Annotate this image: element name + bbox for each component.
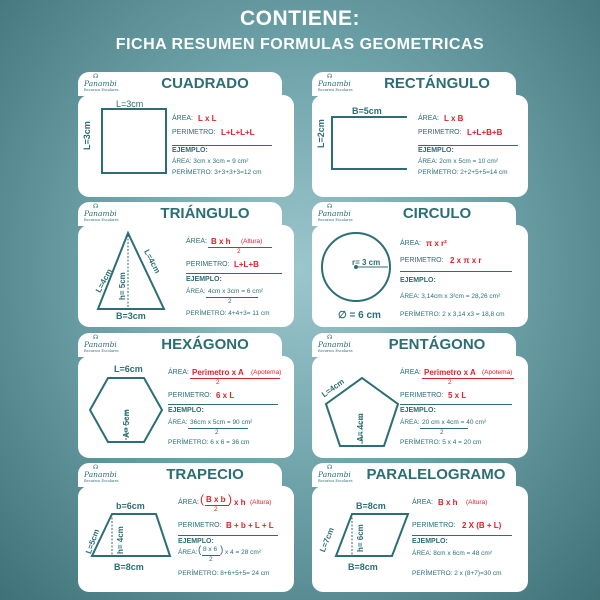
area-note: (Altura): [250, 499, 272, 506]
panambi-logo-icon: ☊ Panambi Recursos Escolares: [84, 464, 119, 483]
ejemplo-area-label: ÁREA:: [168, 419, 188, 426]
panambi-logo-icon: ☊ Panambi Recursos Escolares: [318, 203, 353, 222]
parallelogram-height-label: h= 6cm: [356, 524, 365, 552]
ejemplo-label: EJEMPLO:: [178, 538, 214, 545]
square-left-label: L=3cm: [82, 121, 92, 150]
area-denominator: 2: [216, 379, 220, 386]
panambi-logo-icon: ☊ Panambi Recursos Escolares: [84, 203, 119, 222]
circle-diameter-label: ∅ = 6 cm: [338, 310, 381, 321]
trapezoid-left-label: L=5cm: [84, 527, 102, 556]
triangle-figure: [78, 225, 178, 325]
ejemplo-perimetro: PERÍMETRO: 4+4+3= 11 cm: [186, 310, 270, 317]
ejemplo-label: EJEMPLO:: [400, 407, 436, 414]
title-cuadrado: CUADRADO: [161, 75, 249, 92]
ejemplo-perimetro: PERÍMETRO: 6 x 6 = 36 cm: [168, 439, 250, 446]
ejemplo-area-label: ÁREA:: [178, 549, 198, 556]
triangle-height-label: h= 5cm: [118, 272, 127, 300]
perimetro-formula: L+L+B: [234, 260, 259, 269]
area-denominator: 2: [237, 248, 241, 255]
triangle-left-label: L=4cm: [94, 267, 114, 295]
area-denominator: 2: [448, 379, 452, 386]
area-paren-open: (: [200, 492, 204, 506]
ejemplo-area-denominator: 2: [215, 429, 219, 436]
perimetro-formula: 6 x L: [216, 391, 235, 400]
title-rectangulo: RECTÁNGULO: [384, 75, 490, 92]
ejemplo-area-numerator: 36cm x 5cm = 90 cm²: [190, 419, 253, 426]
area-formula: L x L: [198, 114, 217, 123]
trapezoid-top-label: b=6cm: [116, 501, 145, 511]
ejemplo-label: EJEMPLO:: [168, 407, 204, 414]
header-line-1: CONTIENE:: [240, 7, 360, 30]
perimetro-label: PERIMETRO:: [172, 129, 216, 136]
perimetro-label: PERIMETRO:: [412, 522, 456, 529]
triangle-base-label: B=3cm: [116, 311, 146, 321]
area-label: ÁREA:: [418, 115, 440, 122]
perimetro-label: PERIMETRO:: [400, 392, 444, 399]
pentagon-side-label: L=4cm: [320, 376, 346, 400]
ejemplo-area: ÁREA: 3cm x 3cm = 9 cm²: [172, 158, 249, 165]
triangle-right-label: L=4cm: [142, 248, 163, 275]
poster-header: [0, 6, 600, 56]
perimetro-label: PERIMETRO:: [418, 129, 462, 136]
ejemplo-area-denominator: 2: [228, 298, 232, 305]
area-numerator: B x h: [211, 237, 231, 246]
rect-top-label: B=5cm: [352, 106, 382, 116]
area-mid: x h: [234, 498, 246, 507]
square-figure: [78, 95, 173, 195]
ejemplo-label: EJEMPLO:: [400, 277, 436, 284]
ejemplo-area-denominator: 2: [440, 429, 444, 436]
perimetro-formula: L+L+L+L: [221, 128, 255, 137]
parallelogram-top-label: B=8cm: [356, 501, 386, 511]
trapezoid-height-label: h= 4cm: [116, 526, 125, 554]
title-triangulo: TRIÁNGULO: [160, 205, 250, 222]
ejemplo-label: EJEMPLO:: [418, 147, 454, 154]
ejemplo-label: EJEMPLO:: [412, 538, 448, 545]
ejemplo-perimetro: PERÍMETRO: 2+2+5+5=14 cm: [418, 169, 508, 176]
area-numerator: B x b: [206, 495, 226, 504]
perimetro-formula: 2 x π x r: [450, 256, 482, 265]
ejemplo-perimetro: PERÍMETRO: 8+6+5+5= 24 cm: [178, 570, 270, 577]
perimetro-label: PERIMETRO:: [178, 522, 222, 529]
pentagon-apotema-label: A= 4cm: [356, 413, 365, 442]
title-trapecio: TRAPECIO: [166, 466, 244, 483]
area-label: ÁREA:: [400, 240, 422, 247]
area-formula: L x B: [444, 114, 464, 123]
area-note: (Apotema): [251, 369, 282, 376]
area-note: (Altura): [466, 499, 488, 506]
perimetro-formula: L+L+B+B: [467, 128, 503, 137]
area-label: ÁREA:: [168, 369, 190, 376]
area-label: ÁREA:: [172, 115, 194, 122]
area-paren-close: ): [228, 492, 232, 506]
title-paralelogramo: PARALELOGRAMO: [366, 466, 506, 483]
panambi-logo-icon: ☊ Panambi Recursos Escolares: [318, 464, 353, 483]
title-circulo: CIRCULO: [402, 205, 472, 222]
trapezoid-base-label: B=8cm: [114, 562, 144, 572]
hexagon-apotema-label: A= 5cm: [122, 409, 131, 438]
area-formula: π x r²: [426, 239, 447, 248]
ejemplo-area: ÁREA: 2cm x 5cm = 10 cm²: [418, 158, 499, 165]
area-note: (Apotema): [482, 369, 513, 376]
ejemplo-perimetro: PERÍMETRO: 2 x (8+7)=30 cm: [412, 570, 502, 577]
title-hexagono: HEXÁGONO: [161, 336, 249, 353]
area-numerator: Perimetro x A: [424, 368, 476, 377]
parallelogram-left-label: L=7cm: [318, 526, 336, 554]
area-note: (Altura): [241, 238, 263, 245]
area-formula: B x h: [438, 498, 458, 507]
ejemplo-label: EJEMPLO:: [172, 147, 208, 154]
ejemplo-perimetro: PERÍMETRO: 2 x 3,14 x3 = 18,8 cm: [400, 311, 505, 318]
area-numerator: Perimetro x A: [192, 368, 244, 377]
area-label: ÁREA:: [412, 499, 434, 506]
ejemplo-paren-open: (: [198, 545, 202, 556]
ejemplo-paren-close: ): [220, 545, 224, 556]
ejemplo-area-label: ÁREA:: [400, 419, 420, 426]
perimetro-formula: 5 x L: [448, 391, 467, 400]
perimetro-formula: B + b + L + L: [226, 521, 274, 530]
ejemplo-area: ÁREA: 8cm x 6cm = 48 cm²: [412, 550, 493, 557]
area-label: ÁREA:: [178, 499, 200, 506]
ejemplo-area-numerator: 4cm x 3cm = 6 cm²: [208, 288, 264, 295]
rect-left-label: L=2cm: [316, 119, 326, 148]
perimetro-label: PERIMETRO:: [186, 261, 230, 268]
ejemplo-label: EJEMPLO:: [186, 276, 222, 283]
area-label: ÁREA:: [400, 369, 422, 376]
area-denominator: 2: [214, 506, 218, 513]
parallelogram-base-label: B=8cm: [348, 562, 378, 572]
panambi-logo-icon: ☊ Panambi Recursos Escolares: [84, 73, 119, 92]
ejemplo-area-numerator: 8 x 6: [203, 546, 218, 553]
square-top-label: L=3cm: [116, 99, 144, 109]
title-pentagono: PENTÁGONO: [388, 336, 486, 353]
panambi-logo-icon: ☊ Panambi Recursos Escolares: [84, 334, 119, 353]
ejemplo-area-numerator: 20 cm x 4cm = 40 cm²: [422, 419, 487, 426]
ejemplo-area-denominator: 2: [209, 556, 213, 563]
header-line-2: FICHA RESUMEN FORMULAS GEOMETRICAS: [115, 36, 485, 53]
area-label: ÁREA:: [186, 238, 208, 245]
panambi-logo-icon: ☊ Panambi Recursos Escolares: [318, 334, 353, 353]
panambi-logo-icon: ☊ Panambi Recursos Escolares: [318, 73, 353, 92]
hexagon-side-label: L=6cm: [114, 364, 143, 374]
ejemplo-area-rest: x 4 = 28 cm²: [225, 549, 261, 556]
ejemplo-perimetro: PERÍMETRO: 5 x 4 = 20 cm: [400, 439, 482, 446]
ejemplo-area-label: ÁREA:: [186, 288, 206, 295]
circle-radius-label: r= 3 cm: [352, 258, 381, 267]
perimetro-label: PERIMETRO:: [168, 392, 212, 399]
ejemplo-area: ÁREA: 3,14cm x 3²cm = 28,26 cm²: [400, 293, 501, 300]
perimetro-formula: 2 X (B + L): [462, 521, 502, 530]
perimetro-label: PERIMETRO:: [400, 257, 444, 264]
ejemplo-perimetro: PERÍMETRO: 3+3+3+3=12 cm: [172, 169, 262, 176]
